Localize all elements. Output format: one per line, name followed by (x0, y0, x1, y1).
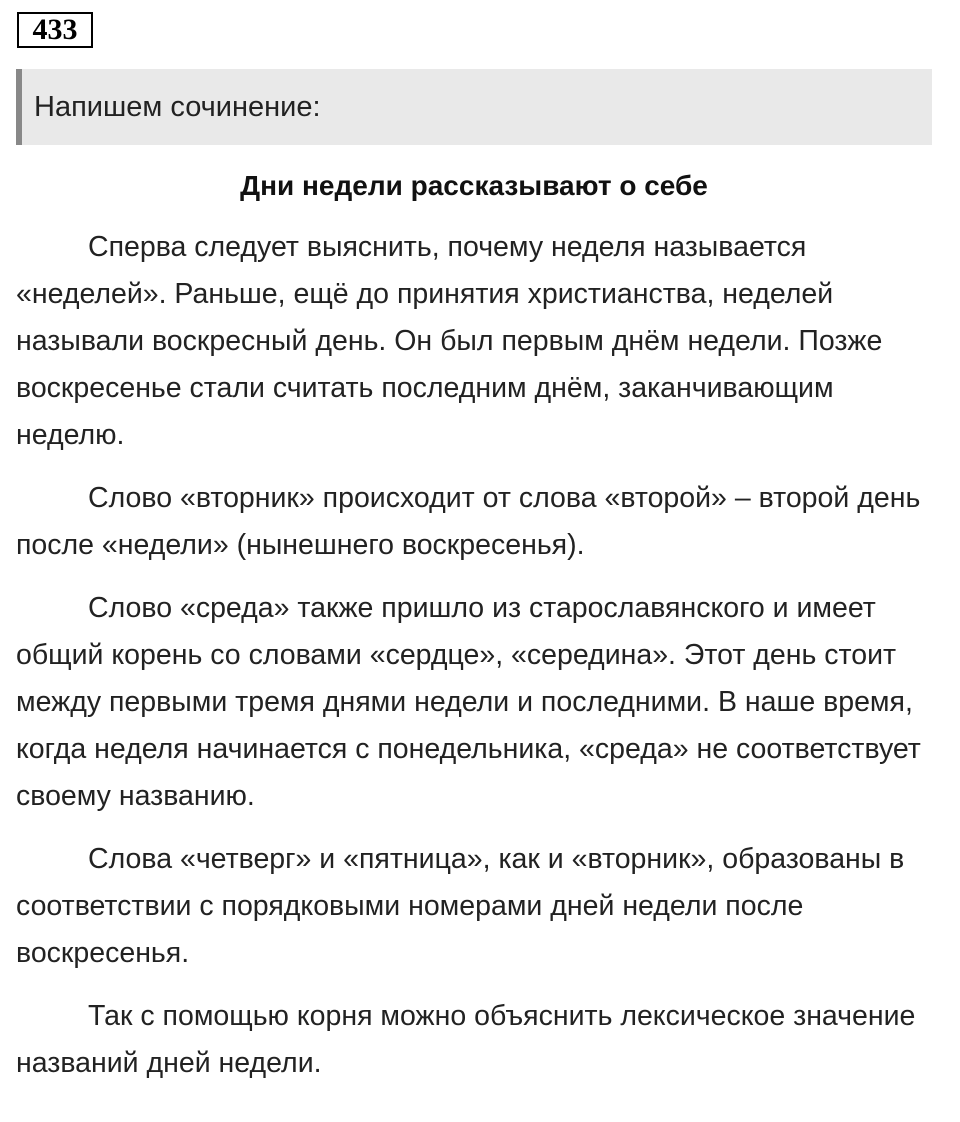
exercise-number: 433 (17, 12, 93, 48)
essay-paragraph: Сперва следует выяснить, почему неделя называется «неделей». Раньше, ещё до принятия христианства, неделей называли воскресный день. Он был первым днём недели. Позже воскресенье стали считать последним днём, заканчивающим неделю. (16, 231, 883, 451)
essay-paragraph: Слово «среда» также пришло из старославянского и имеет общий корень со словами «сердце», «середина». Этот день стоит между первыми тремя днями недели и последними. В наше время, когда неделя начинается с понедельника, «среда» не соответствует своему названию. (16, 592, 921, 812)
essay-paragraph: Так с помощью корня можно объяснить лексическое значение названий дней недели. (16, 1000, 916, 1079)
essay-title: Дни недели рассказывают о себе (240, 170, 708, 201)
essay-body (16, 224, 936, 1103)
task-instruction (16, 69, 932, 145)
task-instruction-text: Напишем сочинение: (34, 91, 321, 123)
essay-paragraph: Слово «вторник» происходит от слова «второй» – второй день после «недели» (нынешнего воскресенья). (16, 482, 921, 561)
essay-paragraph: Слова «четверг» и «пятница», как и «вторник», образованы в соответствии с порядковыми номерами дней недели после воскресенья. (16, 843, 905, 969)
